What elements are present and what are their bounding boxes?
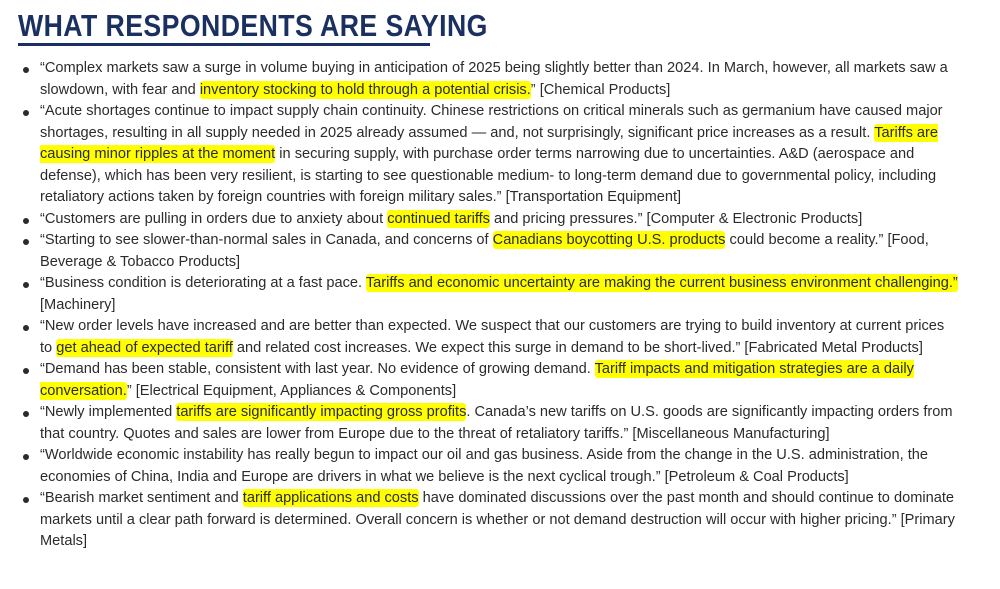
- quote-item-transportation: [40, 101, 960, 209]
- quote-text: “Newly implemented: [40, 404, 177, 420]
- quote-text: could become a reality.” [Food, Beverage & Tobacco Products]: [40, 232, 929, 270]
- quote-highlight: inventory stocking to hold through a potential crisis.: [199, 81, 531, 98]
- heading-underline: [18, 43, 430, 46]
- quote-item-machinery: [40, 273, 960, 316]
- quote-item-fabricated-metal: [40, 316, 960, 359]
- quote-highlight: tariffs are significantly impacting gross profits: [176, 404, 467, 420]
- quote-item-food: [40, 230, 960, 273]
- quote-item-electrical: [40, 359, 960, 402]
- section-heading: WHAT RESPONDENTS ARE SAYING: [18, 8, 488, 43]
- quote-highlight: Tariffs are causing minor ripples at the moment: [40, 124, 939, 162]
- quote-text: and related cost increases. We expect this surge in demand to be short-lived.” [Fabricated Metal Products]: [232, 339, 923, 356]
- quote-highlight: Tariff impacts and mitigation strategies are a daily conversation.: [40, 361, 914, 399]
- quote-item-primary-metals: [40, 488, 960, 553]
- quote-text: ” [Electrical Equipment, Appliances & Components]: [126, 382, 457, 399]
- quote-highlight: continued tariffs: [387, 210, 490, 227]
- quote-text: [Machinery]: [40, 296, 116, 313]
- quote-text: “Customers are pulling in orders due to anxiety about: [40, 210, 388, 227]
- quote-list: [0, 58, 960, 553]
- quote-highlight: get ahead of expected tariff: [56, 339, 233, 356]
- quote-text: “New order levels have increased and are better than expected. We suspect that our customers are trying to build inventory at current prices to: [40, 318, 945, 356]
- quote-text: . Canada’s new tariffs on U.S. goods are significantly impacting orders from that country. Quotes and sales are lower from Europe due to the threat of retaliatory tariffs.” [Miscellaneous Manufacturing]: [40, 404, 953, 442]
- quote-text: and pricing pressures.” [Computer & Electronic Products]: [489, 210, 863, 227]
- quote-highlight: tariff applications and costs: [242, 490, 419, 506]
- quote-text: “Demand has been stable, consistent with last year. No evidence of growing demand.: [40, 361, 595, 377]
- quote-text: “Bearish market sentiment and: [40, 490, 243, 506]
- quote-item-computer: [40, 209, 960, 231]
- quote-text: “Starting to see slower-than-normal sales in Canada, and concerns of: [40, 232, 493, 248]
- quote-highlight: Canadians boycotting U.S. products: [492, 232, 726, 248]
- quote-item-chemical: [40, 58, 960, 101]
- quote-text: “Complex markets saw a surge in volume buying in anticipation of 2025 being slightly better than 2024. In March, however, all markets saw a slowdown, with fear and: [40, 60, 948, 98]
- quote-text: “Worldwide economic instability has really begun to impact our oil and gas business. Aside from the change in the U.S. administration, the economies of China, India and Europe are drivers in what we believe is the next cyclical trough.” [Petroleum & Coal Products]: [40, 447, 928, 485]
- quote-text: in securing supply, with purchase order terms narrowing due to uncertainties. A&D (aerospace and defense), which has been very resilient, is starting to see questionable medium- to long-term demand due to governmental policy, including retaliatory actions taken by foreign countries with foreign military sales.” [Transportation Equipment]: [40, 146, 937, 205]
- quote-text: have dominated discussions over the past month and should continue to dominate markets until a clear path forward is determined. Overall concern is whether or not demand destruction will occur with higher pricing.” [Primary Metals]: [40, 490, 955, 549]
- quote-item-petroleum: [40, 445, 960, 488]
- quote-text: ” [Chemical Products]: [530, 81, 671, 98]
- quote-text: “Business condition is deteriorating at a fast pace.: [40, 275, 366, 291]
- quote-text: “Acute shortages continue to impact supply chain continuity. Chinese restrictions on critical minerals such as germanium have caused major shortages, resulting in all supply needed in 2025 already assumed — and, not surprisingly, significant price increases as a result.: [40, 103, 943, 141]
- quote-item-miscellaneous: [40, 402, 960, 445]
- quote-highlight: Tariffs and economic uncertainty are making the current business environment challenging.”: [365, 275, 958, 291]
